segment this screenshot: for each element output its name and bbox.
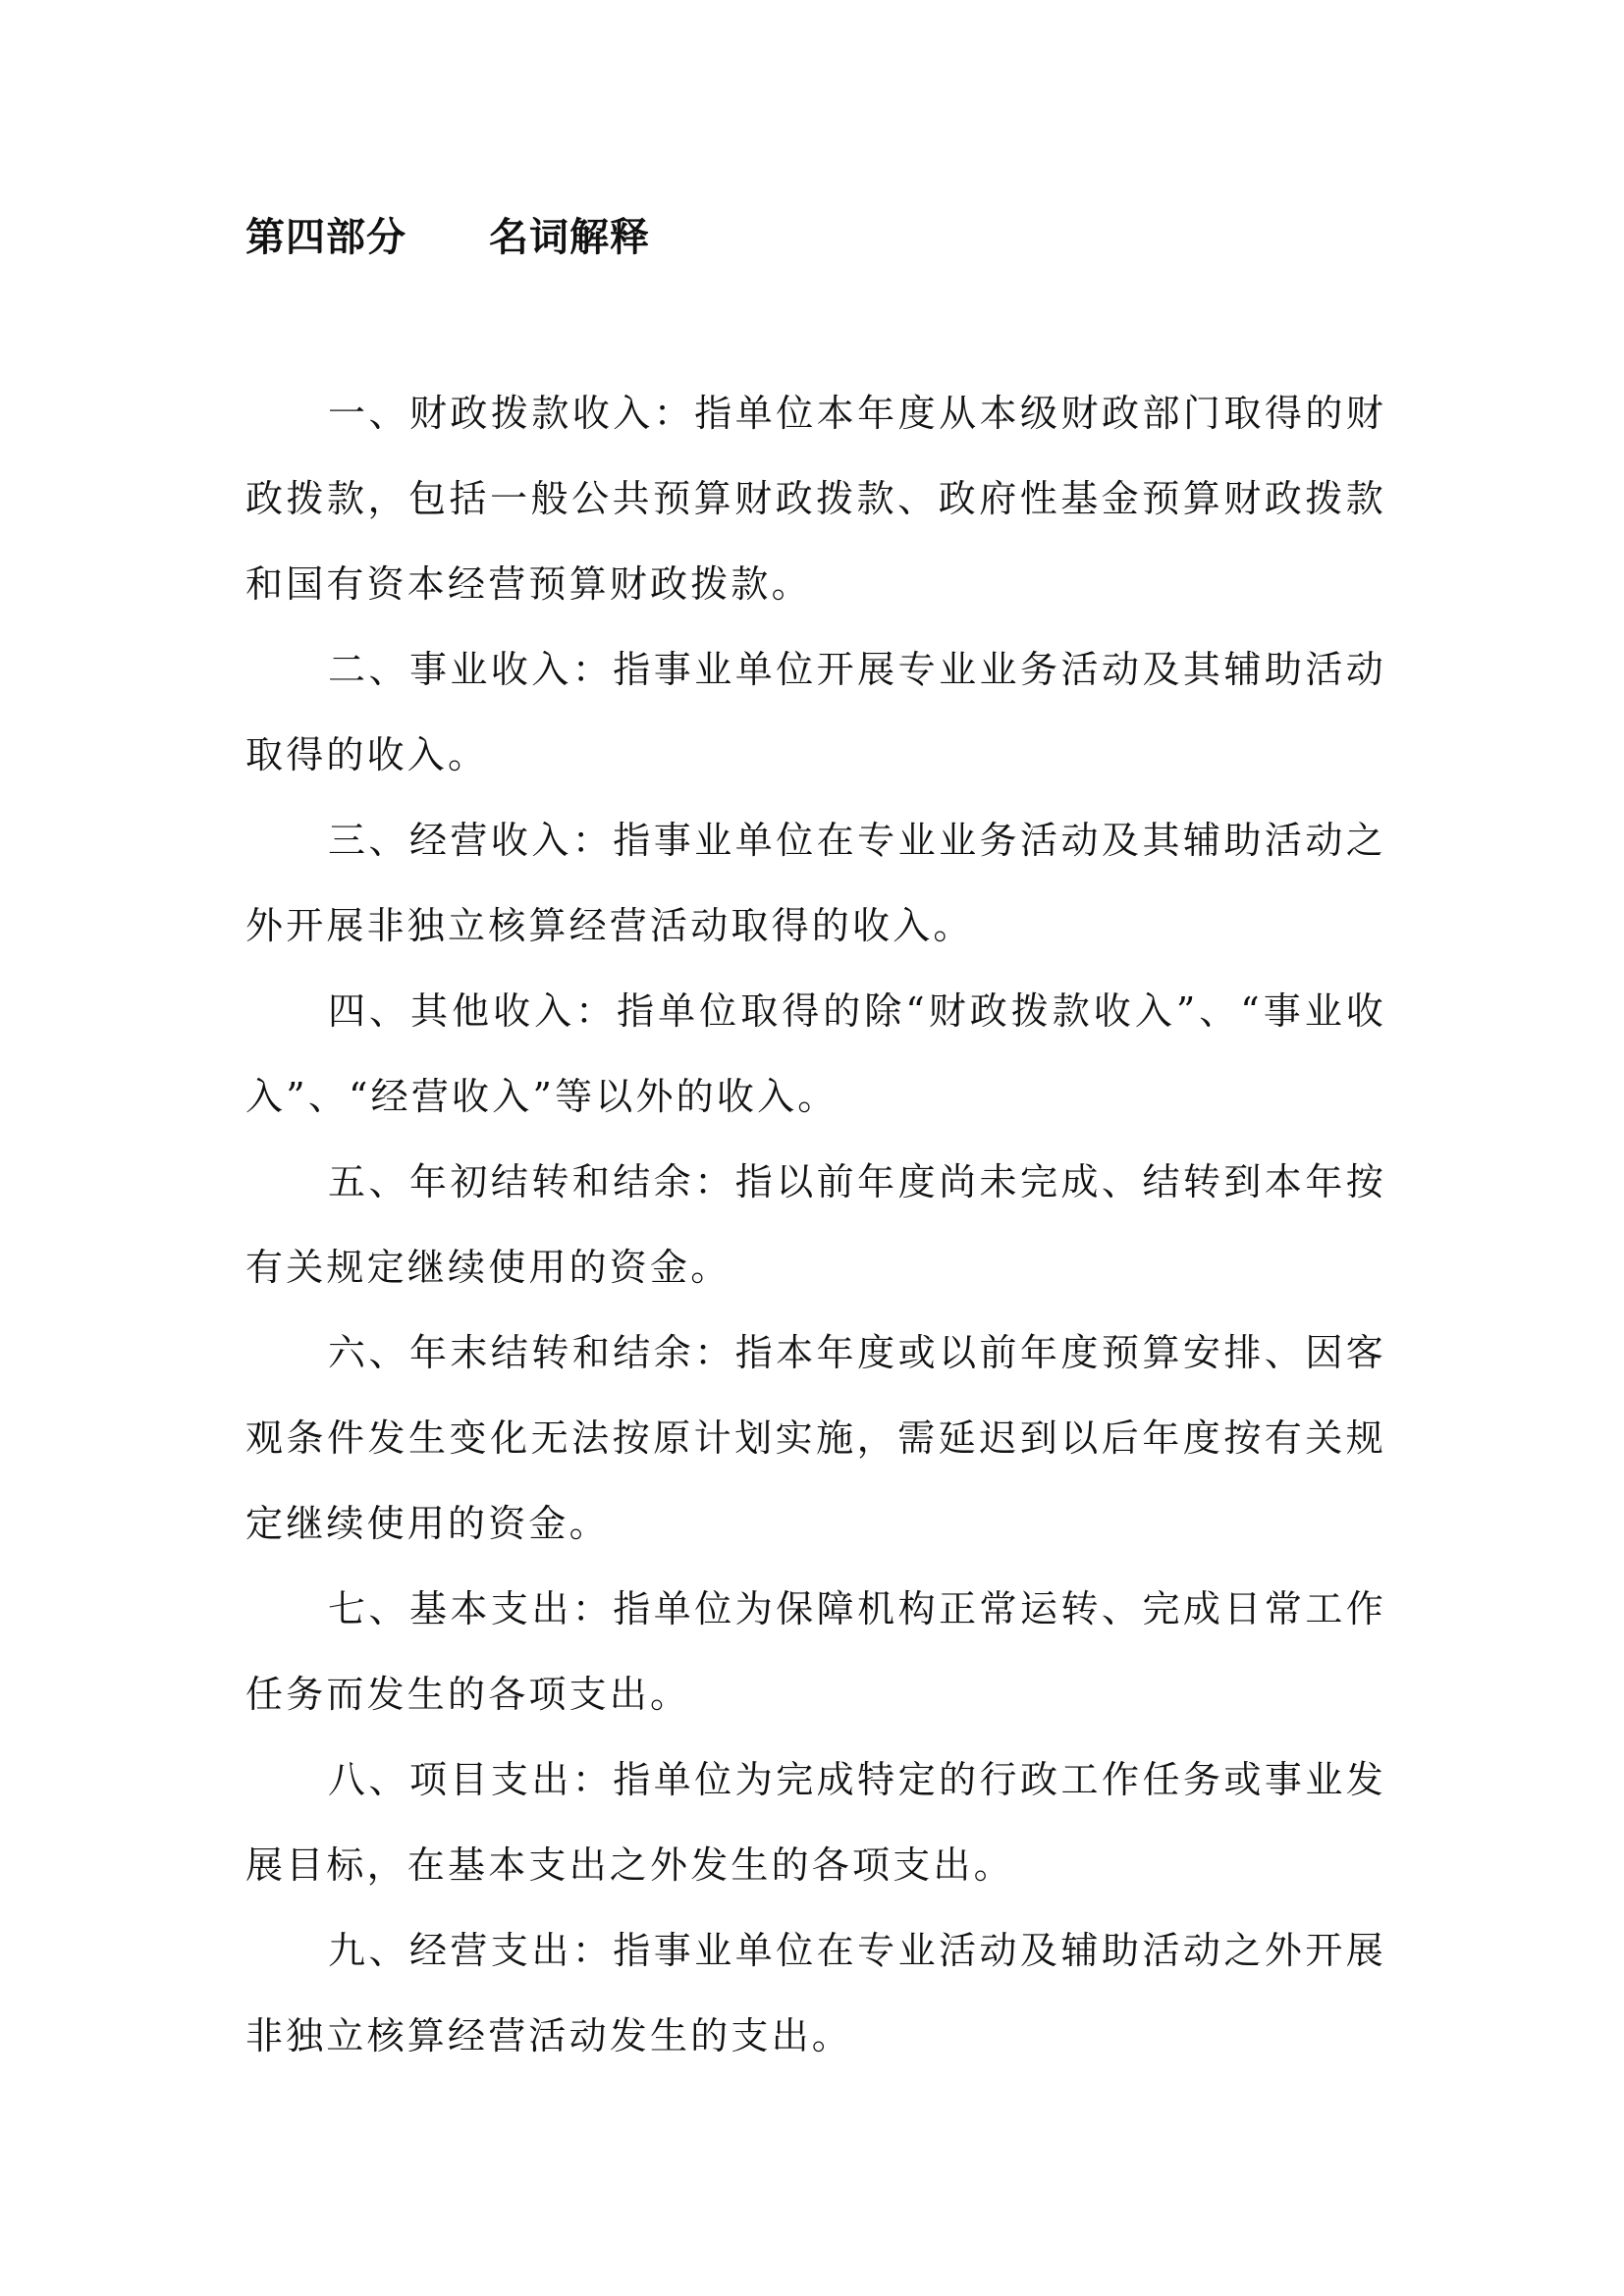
- definitions-body: [245, 371, 1386, 2079]
- definition-paragraph: 二、事业收入：指事业单位开展专业业务活动及其辅助活动取得的收入。: [245, 648, 1386, 776]
- title-part: 第四部分: [245, 215, 406, 260]
- definition-paragraph: 八、项目支出：指单位为完成特定的行政工作任务或事业发展目标，在基本支出之外发生的各项支出。: [245, 1758, 1386, 1887]
- definition-paragraph: 六、年末结转和结余：指本年度或以前年度预算安排、因客观条件发生变化无法按原计划实施，需延迟到以后年度按有关规定继续使用的资金。: [245, 1331, 1386, 1545]
- title-name: 名词解释: [489, 215, 650, 260]
- definition-paragraph: 七、基本支出：指单位为保障机构正常运转、完成日常工作任务而发生的各项支出。: [245, 1587, 1386, 1716]
- definition-paragraph: 四、其他收入：指单位取得的除“财政拨款收入”、“事业收入”、“经营收入”等以外的收入。: [245, 989, 1386, 1118]
- definition-paragraph: 一、财政拨款收入：指单位本年度从本级财政部门取得的财政拨款，包括一般公共预算财政拨款、政府性基金预算财政拨款和国有资本经营预算财政拨款。: [245, 392, 1386, 606]
- definition-paragraph: 三、经营收入：指事业单位在专业业务活动及其辅助活动之外开展非独立核算经营活动取得的收入。: [245, 819, 1386, 947]
- definition-paragraph: 九、经营支出：指事业单位在专业活动及辅助活动之外开展非独立核算经营活动发生的支出。: [245, 1929, 1386, 2057]
- definition-paragraph: 五、年初结转和结余：指以前年度尚未完成、结转到本年按有关规定继续使用的资金。: [245, 1160, 1386, 1289]
- page-title: [245, 208, 650, 267]
